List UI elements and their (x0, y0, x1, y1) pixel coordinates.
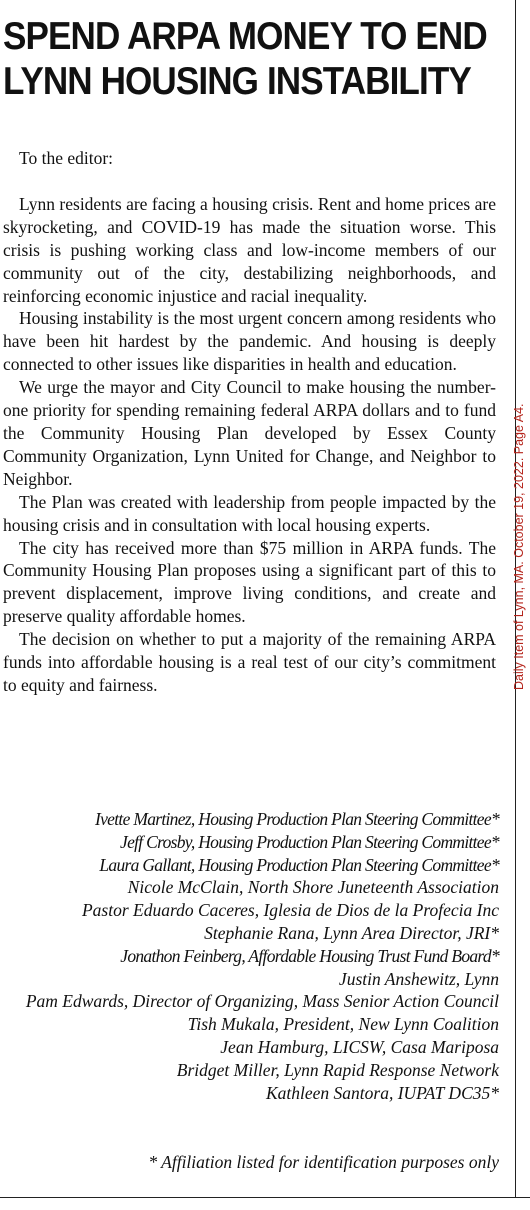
signatories-list (4, 808, 499, 1104)
signatory: Pam Edwards, Director of Organizing, Mass Senior Action Council (25, 991, 499, 1012)
paragraph: The city has received more than $75 million in ARPA funds. The Community Housing Plan proposes using a significant part of this to prevent displacement, improve living conditions, and create and preserve quality affordable homes. (3, 537, 496, 627)
signatory: Bridget Miller, Lynn Rapid Response Network (176, 1059, 499, 1080)
paragraph: Lynn residents are facing a housing crisis. Rent and home prices are skyrocketing, and COVID-19 has made the situation worse. This crisis is pushing working class and low-income members of our community out of the city, destabilizing neighborhoods, and reinforcing economic injustice and racial inequality. (3, 193, 496, 306)
headline-line-1: SPEND ARPA MONEY TO END (3, 15, 487, 58)
salutation: To the editor: (19, 148, 114, 168)
signatory: Pastor Eduardo Caceres, Iglesia de Dios de la Profecia Inc (81, 900, 499, 921)
signatory: Nicole McClain, North Shore Juneteenth Association (127, 877, 499, 898)
headline-line-2: LYNN HOUSING INSTABILITY (3, 60, 471, 103)
source-citation-label: Daily Item of Lynn, MA. October 19, 2022. Page A4. (512, 403, 526, 690)
signatory: Stephanie Rana, Lynn Area Director, JRI* (204, 922, 499, 943)
footnote: * Affiliation listed for identification purposes only (148, 1152, 499, 1172)
signatory: Ivette Martinez, Housing Production Plan Steering Committee* (94, 809, 499, 829)
bottom-rule (0, 1197, 530, 1198)
letter-body (3, 147, 496, 697)
headline (3, 14, 487, 104)
paragraph: The decision on whether to put a majority of the remaining ARPA funds into affordable housing is a real test of our city’s commitment to equity and fairness. (3, 629, 496, 695)
signatory: Jonathon Feinberg, Affordable Housing Trust Fund Board* (120, 945, 499, 966)
signatory: Justin Anshewitz, Lynn (338, 968, 499, 989)
paragraph: The Plan was created with leadership from people impacted by the housing crisis and in consultation with local housing experts. (3, 491, 496, 535)
paragraph: Housing instability is the most urgent concern among residents who have been hit hardest by the pandemic. And housing is deeply connected to other issues like disparities in health and education. (3, 308, 496, 375)
signatory: Jeff Crosby, Housing Production Plan Steering Committee* (120, 831, 499, 852)
signatory: Tish Mukala, President, New Lynn Coalition (187, 1014, 499, 1035)
signatory: Jean Hamburg, LICSW, Casa Mariposa (220, 1036, 499, 1057)
paragraph: We urge the mayor and City Council to make housing the number-one priority for spending remaining federal ARPA dollars and to fund the Community Housing Plan developed by Essex County Community Organization, Lynn United for Change, and Neighbor to Neighbor. (3, 377, 496, 489)
signatory: Kathleen Santora, IUPAT DC35* (265, 1082, 499, 1103)
signatory: Laura Gallant, Housing Production Plan Steering Committee* (99, 854, 499, 875)
